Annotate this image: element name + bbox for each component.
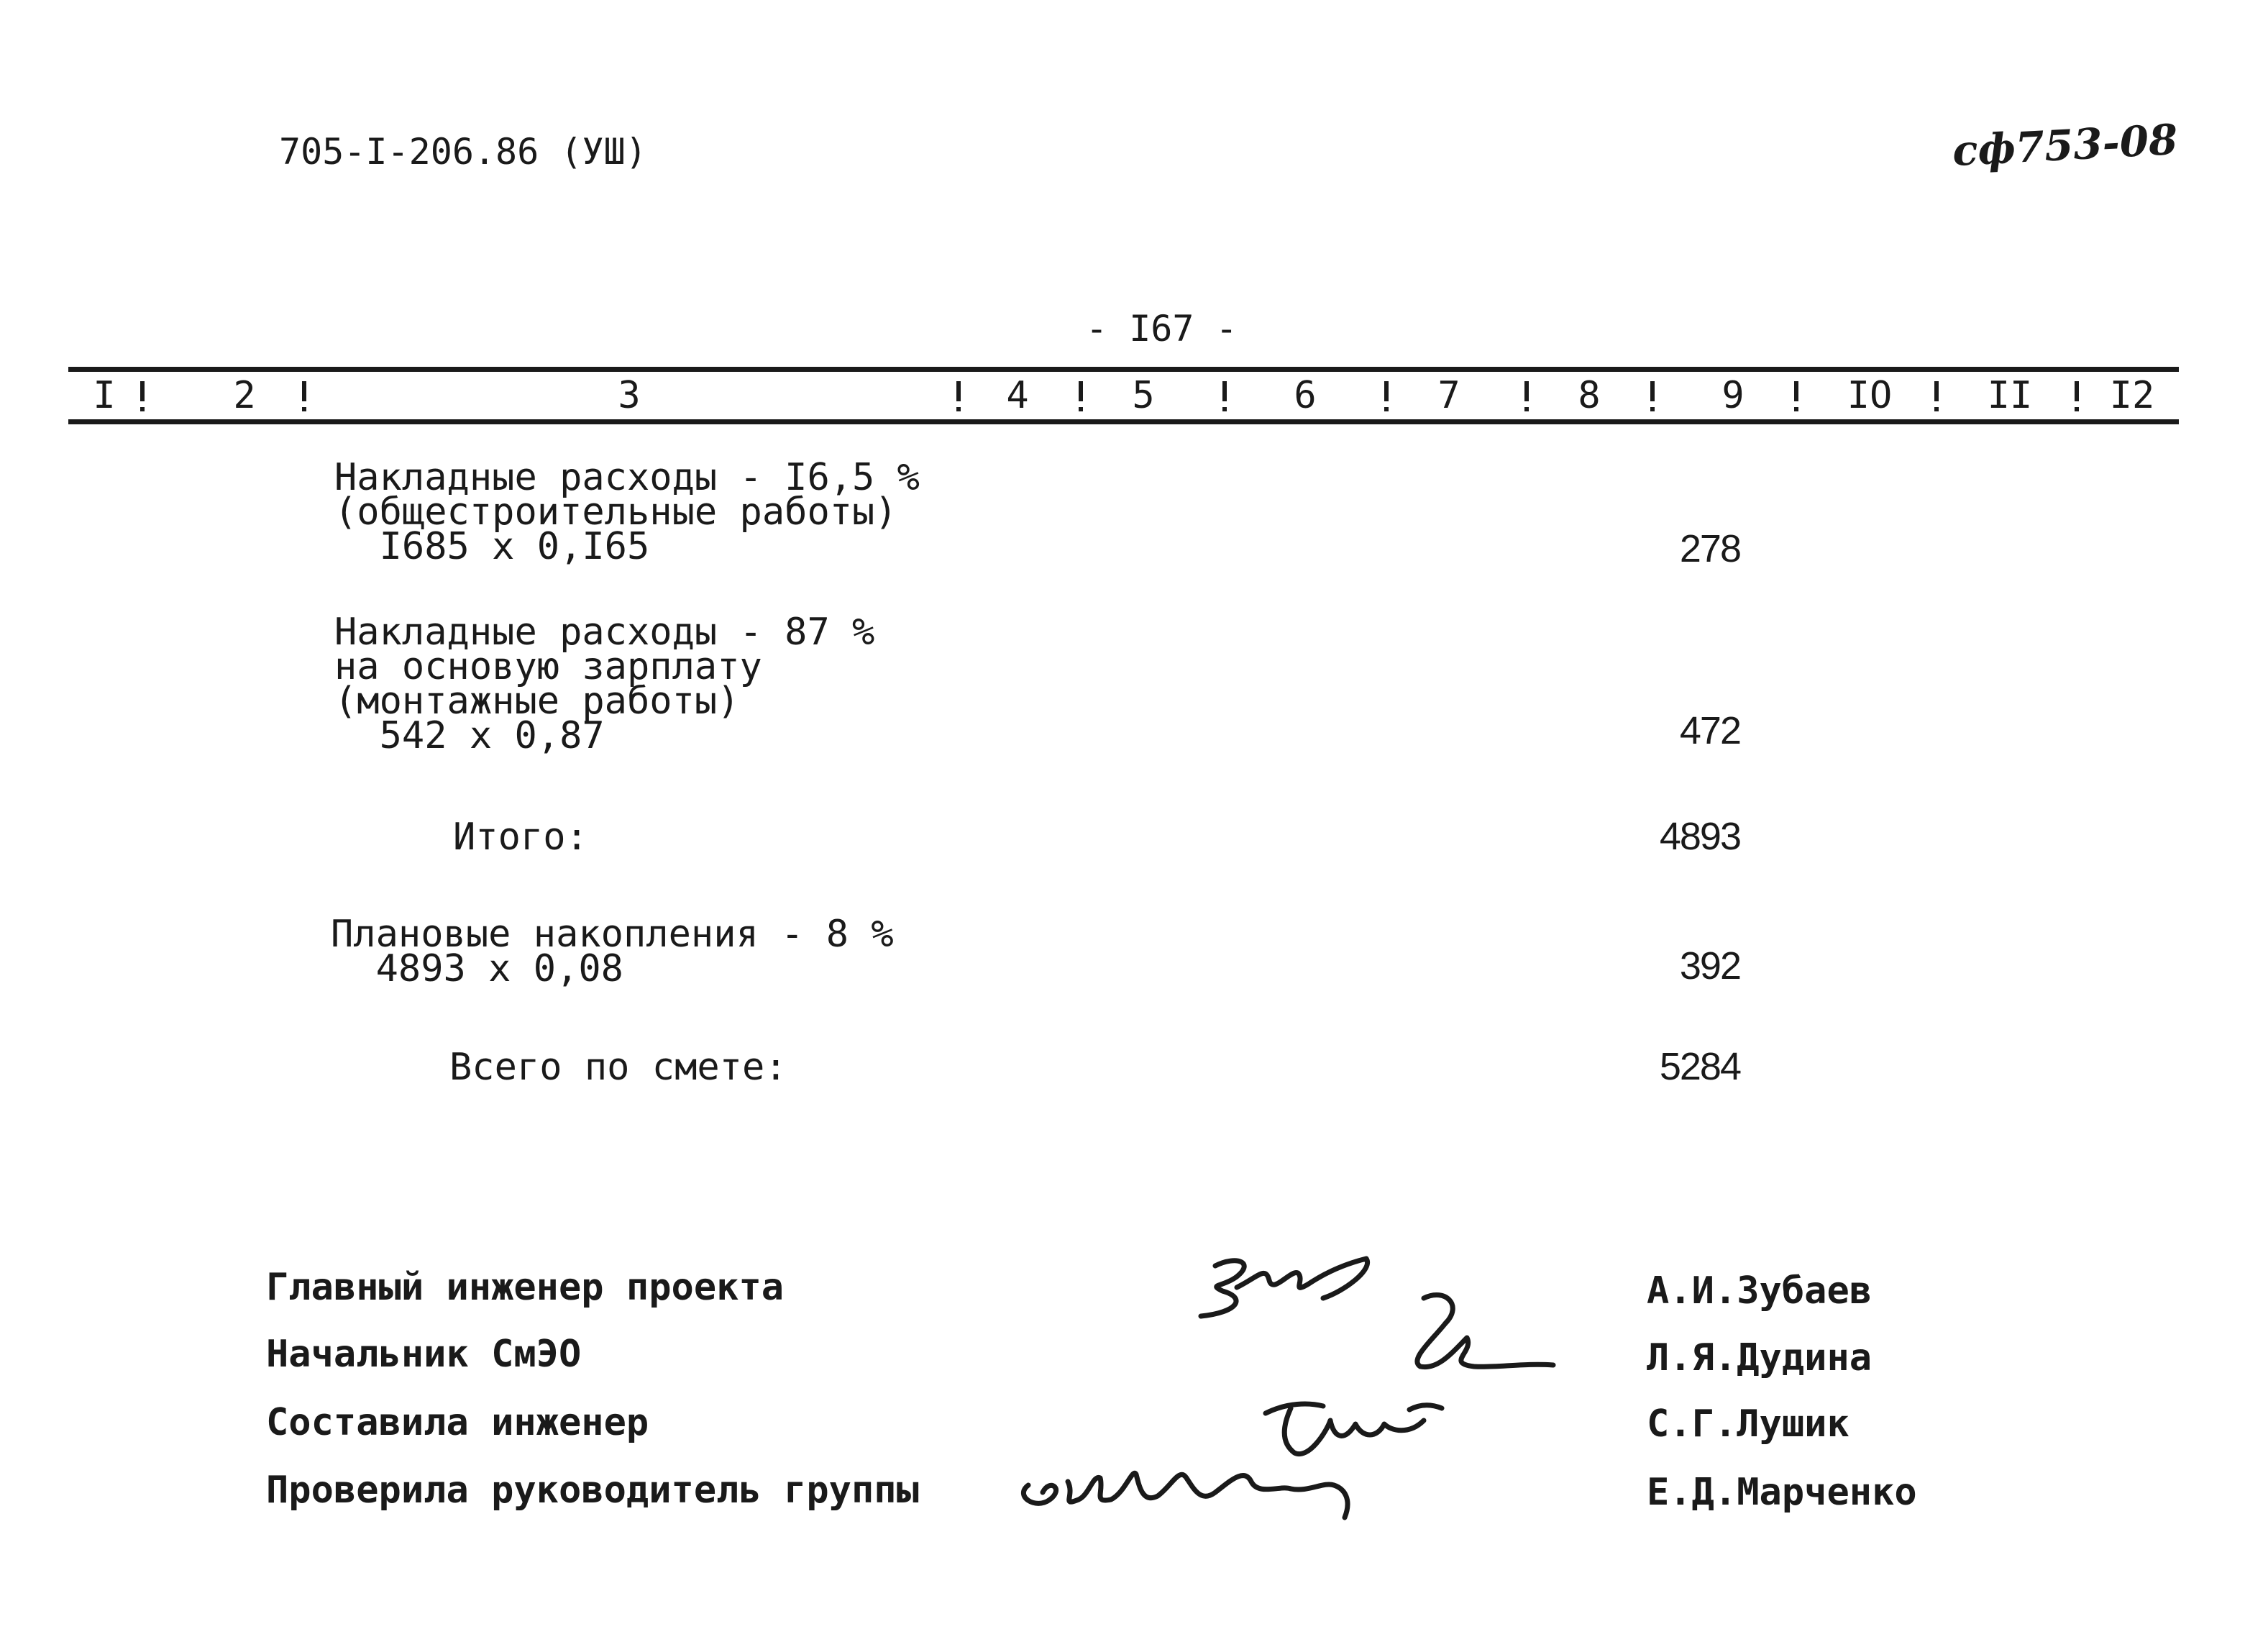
signoff-name: Е.Д.Марченко <box>1647 1471 1917 1514</box>
entry-text-line: I685 x 0,I65 <box>334 525 650 568</box>
column-number: 6 <box>1294 374 1317 417</box>
entry-text-line: (монтажные работы) <box>334 680 740 723</box>
entry-value: 278 <box>1679 527 1740 570</box>
grand-total-value: 5284 <box>1659 1045 1740 1088</box>
signoff-name: А.И.Зубаев <box>1647 1269 1873 1313</box>
handwritten-archive-code: сф753-08 <box>1951 114 2180 176</box>
column-number: II <box>1987 374 2033 417</box>
column-number: 2 <box>233 374 256 417</box>
entry-text-line: Накладные расходы - I6,5 % <box>334 456 920 499</box>
signoff-role: Главный инженер проекта <box>266 1266 785 1309</box>
signoff-name: Л.Я.Дудина <box>1647 1336 1873 1379</box>
column-number: 8 <box>1578 374 1601 417</box>
column-separators <box>0 0 2268 432</box>
column-number: 4 <box>1006 374 1029 417</box>
page-number: - I67 - <box>1086 308 1238 350</box>
grand-total-label: Всего по смете: <box>449 1046 787 1089</box>
document-code: 705-I-206.86 (УШ) <box>279 131 647 173</box>
signature-1 <box>1201 1259 1368 1316</box>
entry-text-line: 4893 x 0,08 <box>331 947 623 990</box>
column-number: IO <box>1847 374 1893 417</box>
column-number: 3 <box>618 374 641 417</box>
signature-3 <box>1266 1404 1442 1454</box>
handwritten-signatures <box>1007 1237 1596 1539</box>
signoff-name: С.Г.Лушик <box>1647 1402 1849 1446</box>
signoff-role: Составила инженер <box>266 1401 649 1444</box>
column-number: 9 <box>1721 374 1745 417</box>
column-number: I <box>93 374 116 417</box>
entry-text-line: 542 x 0,87 <box>334 714 605 757</box>
entry-text-line: Плановые накопления - 8 % <box>331 913 894 956</box>
signoff-role: Начальник СмЭО <box>266 1333 582 1376</box>
entry-text-line: Накладные расходы - 87 % <box>334 611 875 654</box>
subtotal-value: 4893 <box>1659 815 1740 858</box>
column-number: 7 <box>1437 374 1460 417</box>
entry-value: 392 <box>1679 944 1740 987</box>
signoff-role: Проверила руководитель группы <box>266 1469 919 1512</box>
signature-4 <box>1023 1473 1348 1518</box>
signature-2 <box>1417 1295 1553 1367</box>
column-number: 5 <box>1132 374 1155 417</box>
column-number: I2 <box>2109 374 2155 417</box>
entry-text-line: на основую зарплату <box>334 645 762 688</box>
entry-text-line: (общестроительные работы) <box>334 491 897 534</box>
entry-value: 472 <box>1679 709 1740 752</box>
subtotal-label: Итого: <box>453 816 588 859</box>
